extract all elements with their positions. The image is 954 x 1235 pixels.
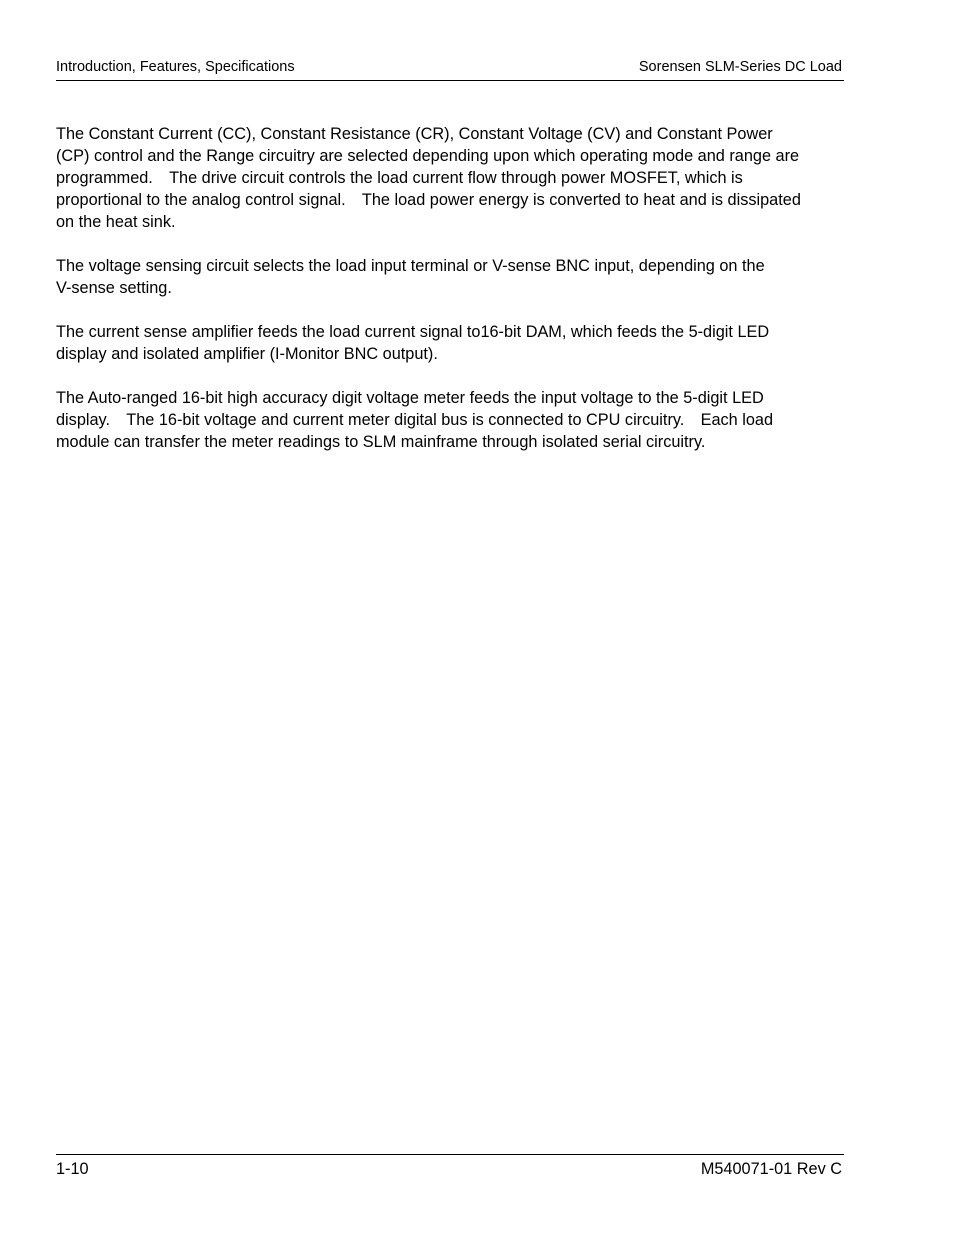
paragraph-current-sense: The current sense amplifier feeds the load current signal to16-bit DAM, which feeds the 5-digit LED display and isolated amplifier (I-Monitor BNC output). (56, 323, 770, 363)
document-revision: M540071-01 Rev C (700, 1160, 842, 1178)
paragraph-control-modes: The Constant Current (CC), Constant Resistance (CR), Constant Voltage (CV) and Constant Power (CP) control and the Range circuitry are selected depending upon which operating mode and range are programmed. The drive circuit controls the load current flow through power MOSFET, which is proportional to the analog control signal. The load power energy is converted to heat and is dissipated on the heat sink. (56, 125, 801, 231)
page-number: 1-10 (56, 1160, 89, 1178)
paragraph-voltage-sensing: The voltage sensing circuit selects the load input terminal or V-sense BNC input, depending on the V-sense setting. (56, 257, 765, 297)
header-section-title: Introduction, Features, Specifications (56, 59, 295, 75)
paragraph-voltage-meter: The Auto-ranged 16-bit high accuracy digit voltage meter feeds the input voltage to the 5-digit LED display. The 16-bit voltage and current meter digital bus is connected to CPU circuitry. Each load module can transfer the meter readings to SLM mainframe through isolated serial circuitry. (56, 389, 774, 451)
header-document-title: Sorensen SLM-Series DC Load (638, 59, 842, 75)
body-text (56, 123, 848, 475)
page-footer (56, 1154, 844, 1178)
page-header (56, 58, 844, 81)
